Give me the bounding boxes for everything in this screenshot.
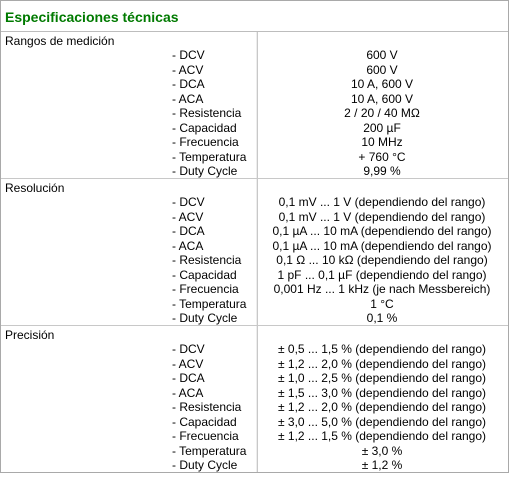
- spec-label: - ACA: [172, 238, 204, 253]
- spec-row: [1, 150, 508, 165]
- spec-label: - Resistencia: [172, 106, 242, 120]
- spec-label: - ACV: [172, 209, 204, 224]
- spec-value: 1 °C: [370, 296, 394, 311]
- spec-value: 10 MHz: [361, 135, 403, 149]
- spec-value: ± 1,2 %: [361, 458, 403, 472]
- spec-row: [1, 371, 508, 386]
- spec-value: 0,1 mV ... 1 V (dependiendo del rango): [278, 195, 486, 209]
- spec-row: [1, 268, 508, 283]
- spec-row: [1, 48, 508, 63]
- spec-value: ± 1,5 ... 3,0 % (dependiendo del rango): [277, 385, 487, 400]
- spec-title: Especificaciones técnicas: [1, 1, 508, 32]
- spec-row: [1, 195, 508, 210]
- spec-label: - Capacidad: [172, 414, 237, 429]
- spec-label: - DCA: [172, 77, 205, 91]
- spec-label: - Frecuencia: [172, 429, 239, 443]
- spec-row: [1, 444, 508, 459]
- spec-row: [1, 342, 508, 357]
- spec-row: [1, 429, 508, 444]
- spec-value: 0,1 %: [366, 311, 398, 325]
- spec-label: - Temperatura: [172, 149, 247, 164]
- spec-row: [1, 239, 508, 254]
- spec-row: [1, 311, 508, 326]
- spec-row: [1, 92, 508, 107]
- spec-label: - DCV: [172, 48, 205, 62]
- spec-label: - ACV: [172, 356, 204, 371]
- spec-row: [1, 386, 508, 401]
- spec-value: 600 V: [366, 48, 398, 62]
- spec-label: - Resistencia: [172, 253, 242, 267]
- spec-label: - Temperatura: [172, 443, 247, 458]
- section-heading: Rangos de medición: [5, 34, 115, 48]
- spec-value: 600 V: [366, 62, 398, 77]
- spec-label: - DCA: [172, 224, 205, 238]
- spec-value: 10 A, 600 V: [350, 77, 414, 91]
- spec-row: [1, 357, 508, 372]
- spec-row: [1, 282, 508, 297]
- spec-label: - Duty Cycle: [172, 164, 238, 178]
- section-ranges: [1, 32, 508, 179]
- spec-row: [1, 77, 508, 92]
- spec-value: 9,99 %: [363, 164, 401, 178]
- spec-row: [1, 224, 508, 239]
- spec-label: - Frecuencia: [172, 135, 239, 149]
- spec-value: 200 µF: [363, 120, 401, 135]
- spec-value: + 760 °C: [358, 149, 406, 164]
- section-heading: Resolución: [5, 181, 65, 195]
- spec-label: - Frecuencia: [172, 282, 239, 296]
- spec-row: [1, 106, 508, 121]
- spec-value: ± 3,0 %: [361, 443, 403, 458]
- spec-value: 0,1 µA ... 10 mA (dependiendo del rango): [272, 224, 492, 238]
- spec-label: - Capacidad: [172, 267, 237, 282]
- spec-value: ± 0,5 ... 1,5 % (dependiendo del rango): [277, 342, 487, 356]
- spec-row: [1, 400, 508, 415]
- spec-value: 1 pF ... 0,1 µF (dependiendo del rango): [277, 267, 487, 282]
- spec-row: [1, 253, 508, 268]
- spec-label: - ACA: [172, 385, 204, 400]
- spec-label: - Duty Cycle: [172, 311, 238, 325]
- spec-label: - Temperatura: [172, 296, 247, 311]
- spec-row: [1, 415, 508, 430]
- spec-value: ± 1,2 ... 2,0 % (dependiendo del rango): [277, 356, 487, 371]
- spec-label: - ACA: [172, 91, 204, 106]
- spec-value: 2 / 20 / 40 MΩ: [344, 106, 420, 120]
- spec-label: - DCV: [172, 195, 205, 209]
- section-resolution: [1, 179, 508, 326]
- spec-row: [1, 297, 508, 312]
- spec-row: [1, 63, 508, 78]
- spec-value: ± 1,0 ... 2,5 % (dependiendo del rango): [277, 371, 487, 385]
- spec-value: 0,001 Hz ... 1 kHz (je nach Messbereich): [273, 282, 491, 296]
- spec-label: - DCA: [172, 371, 205, 385]
- spec-value: ± 1,2 ... 2,0 % (dependiendo del rango): [277, 400, 487, 414]
- spec-value: 0,1 Ω ... 10 kΩ (dependiendo del rango): [276, 253, 488, 267]
- spec-value: ± 1,2 ... 1,5 % (dependiendo del rango): [277, 429, 487, 443]
- spec-value: 0,1 mV ... 1 V (dependiendo del rango): [278, 209, 486, 224]
- spec-label: - Resistencia: [172, 400, 242, 414]
- spec-row: [1, 164, 508, 179]
- spec-value: ± 3,0 ... 5,0 % (dependiendo del rango): [277, 414, 487, 429]
- spec-row: [1, 121, 508, 136]
- spec-label: - ACV: [172, 62, 204, 77]
- section-accuracy: [1, 326, 508, 472]
- spec-value: 10 A, 600 V: [350, 91, 414, 106]
- spec-label: - Capacidad: [172, 120, 237, 135]
- spec-value: 0,1 µA ... 10 mA (dependiendo del rango): [272, 238, 492, 253]
- spec-row: [1, 135, 508, 150]
- spec-label: - Duty Cycle: [172, 458, 238, 472]
- spec-row: [1, 458, 508, 473]
- section-heading: Precisión: [5, 328, 55, 342]
- spec-row: [1, 210, 508, 225]
- spec-label: - DCV: [172, 342, 205, 356]
